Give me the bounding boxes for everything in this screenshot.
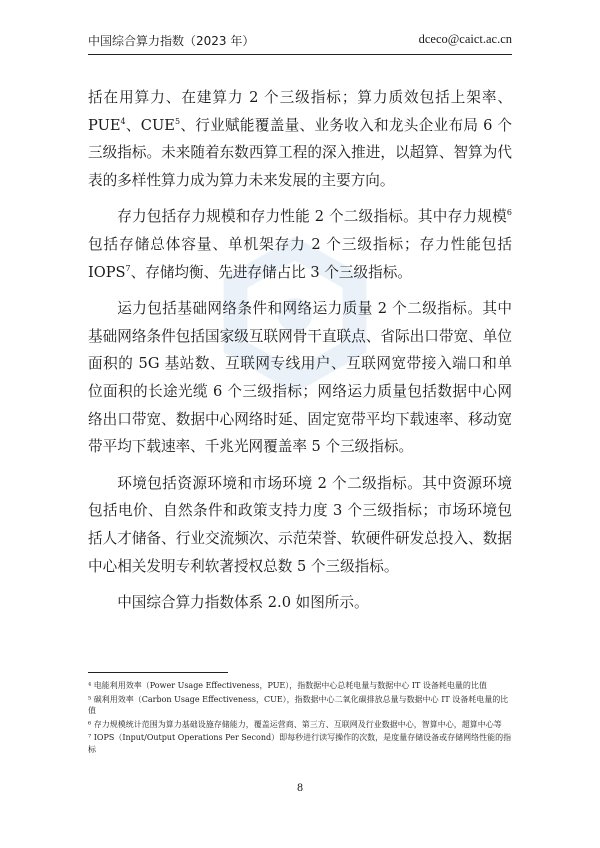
page-header [88, 28, 512, 55]
footnote-divider [88, 672, 228, 673]
text-run: 存力包括存力规模和存力性能 2 个二级指标。其中存力规模 [117, 208, 507, 226]
paragraph [88, 203, 512, 286]
footnote: ⁷ IOPS（Input/Output Operations Per Second）即每秒进行读写操作的次数，是度量存储设备或存储网络性能的指标 [88, 733, 512, 754]
header-email: dceco@caict.ac.cn [418, 32, 512, 46]
footnotes [88, 680, 512, 757]
footnote-marker: 5 [174, 116, 181, 126]
footnote-marker: 7 [125, 263, 131, 273]
text-run: 括在用算力、在建算力 2 个三级指标；算力质效包括上架率、PUE [88, 89, 512, 134]
header-title: 中国综合算力指数（2023 年） [88, 34, 255, 48]
text-run: 中国综合算力指数体系 2.0 如图所示。 [117, 594, 369, 612]
footnote: ⁵ 碳利用效率（Carbon Usage Effectiveness，CUE），指数据中心二氧化碳排放总量与数据中心 IT 设备耗电量的比值 [88, 694, 509, 715]
paragraph [88, 589, 512, 617]
paragraph [88, 295, 512, 461]
footnote-marker: 6 [506, 208, 512, 218]
text-run: 、存储均衡、先进存储占比 3 个三级指标。 [130, 263, 412, 281]
text-run: 环境包括资源环境和市场环境 2 个二级指标。其中资源环境包括电价、自然条件和政策支持力度 3 个三级指标；市场环境包括人才储备、行业交流频次、示范荣誉、软硬件研发总投入、数据中心相关发明专利软著授权总数 5 个三级指标。 [88, 474, 512, 575]
text-run: 包括存储总体容量、单机架存力 2 个三级指标；存力性能包括 IOPS [88, 235, 512, 281]
text-run: 运力包括基础网络条件和网络运力质量 2 个二级指标。其中基础网络条件包括国家级互联网骨干直联点、省际出口带宽、单位面积的 5G 基站数、互联网专线用户、互联网宽带接入端口和单位面积的长途光缆 6 个三级指标；网络运力质量包括数据中心网络出口带宽、数据中心网络时延、固定宽带平均下载速率、移动宽带平均下载速率、千兆光网覆盖率 5 个三级指标。 [88, 300, 512, 456]
body-text [88, 84, 512, 626]
text-run: 、CUE [125, 116, 175, 134]
footnote: ⁶ 存力规模统计范围为算力基础设施存储能力，覆盖运营商、第三方、互联网及行业数据中心，智算中心，超算中心等 [88, 719, 502, 729]
footnote-marker: 4 [120, 116, 126, 126]
page-number: 8 [296, 783, 304, 794]
text-run: 、行业赋能覆盖量、业务收入和龙头企业布局 6 个三级指标。未来随着东数西算工程的深入推进，以超算、智算为代表的多样性算力成为算力未来发展的主要方向。 [88, 116, 512, 189]
footnote: ⁴ 电能利用效率（Power Usage Effectiveness，PUE），指数据中心总耗电量与数据中心 IT 设备耗电量的比值 [88, 681, 487, 690]
paragraph [88, 470, 512, 580]
paragraph [88, 84, 512, 194]
